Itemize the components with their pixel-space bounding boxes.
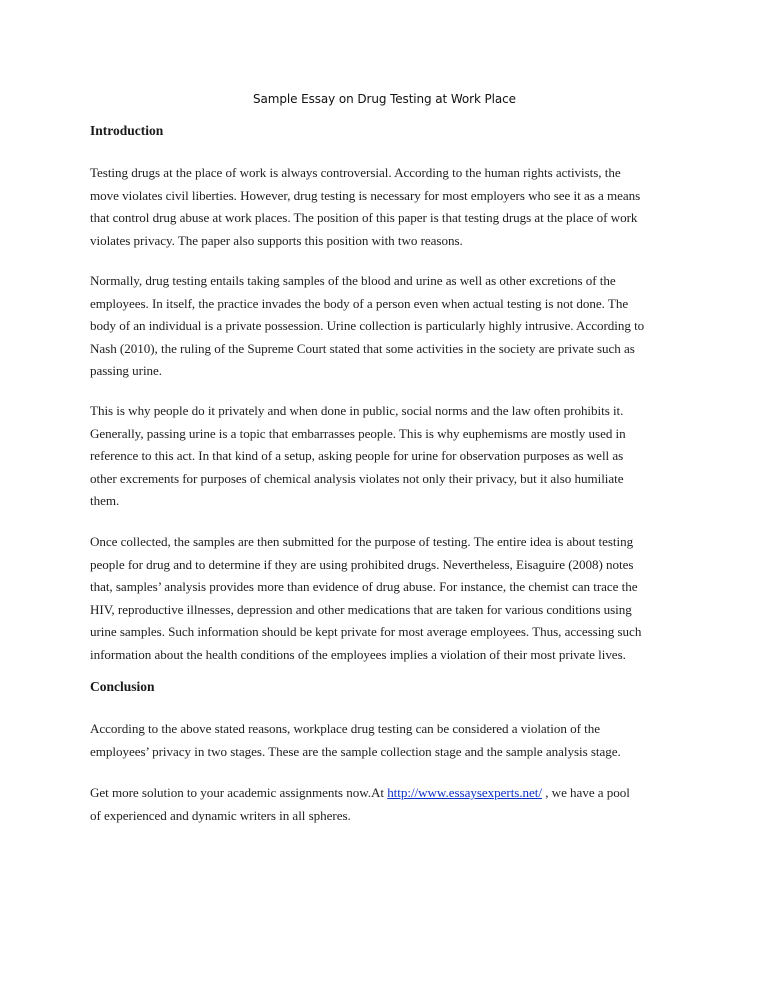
text-line: that, samples’ analysis provides more than evidence of drug abuse. For instance, the chemist can trace the — [90, 579, 638, 595]
promo-paragraph — [90, 782, 680, 827]
text-line: people for drug and to determine if they are using prohibited drugs. Nevertheless, Eisaguire (2008) notes — [90, 556, 634, 572]
essaysexperts-link[interactable]: http://www.essaysexperts.net/ — [387, 785, 542, 800]
promo-line — [90, 782, 680, 805]
text-line: other excrements for purposes of chemical analysis violates not only their privacy, but it also humiliate — [90, 470, 624, 486]
text-line: HIV, reproductive illnesses, depression and other medications that are taken for various conditions using — [90, 601, 632, 617]
text-line: violates privacy. The paper also supports this position with two reasons. — [90, 232, 463, 248]
promo-text-after-link: , we have a pool — [542, 785, 630, 800]
text-line: them. — [90, 493, 120, 509]
text-line: According to the above stated reasons, workplace drug testing can be considered a violation of the — [90, 721, 600, 736]
text-line: Nash (2010), the ruling of the Supreme Court stated that some activities in the society are private such as — [90, 340, 635, 356]
introduction-heading: Introduction — [90, 123, 164, 138]
text-line: urine samples. Such information should be kept private for most average employees. Thus, accessing such — [90, 624, 642, 640]
text-line: employees. In itself, the practice invades the body of a person even when actual testing is not done. The — [90, 295, 629, 311]
text-line: Testing drugs at the place of work is always controversial. According to the human rights activists, the — [90, 165, 621, 180]
text-line: move violates civil liberties. However, drug testing is necessary for most employers who see it as a means — [90, 187, 641, 203]
text-line: passing urine. — [90, 363, 163, 379]
text-line: Generally, passing urine is a topic that embarrasses people. This is why euphemisms are mostly used in — [90, 425, 626, 441]
text-line: body of an individual is a private possession. Urine collection is particularly highly intrusive. According to — [90, 318, 645, 334]
paragraph-3 — [90, 400, 680, 513]
promo-text-before-link: Get more solution to your academic assignments now.At — [90, 785, 388, 800]
text-line: Normally, drug testing entails taking samples of the blood and urine as well as other excretions of the — [90, 273, 616, 288]
text-line: This is why people do it privately and when done in public, social norms and the law often prohibits it. — [90, 403, 624, 418]
text-line: information about the health conditions of the employees implies a violation of their most private lives. — [90, 646, 626, 662]
text-line: reference to this act. In that kind of a setup, asking people for urine for observation purposes as well as — [90, 448, 624, 464]
text-line: employees’ privacy in two stages. These are the sample collection stage and the sample analysis stage. — [90, 743, 621, 759]
conclusion-heading: Conclusion — [90, 679, 155, 694]
conclusion-paragraph — [90, 718, 680, 763]
text-line: of experienced and dynamic writers in all spheres. — [90, 807, 351, 823]
paragraph-4 — [90, 531, 680, 667]
paragraph-2 — [90, 270, 680, 383]
paragraph-1 — [90, 162, 680, 252]
page-title: Sample Essay on Drug Testing at Work Place — [253, 92, 516, 106]
text-line: that control drug abuse at work places. The position of this paper is that testing drugs at the place of work — [90, 210, 638, 226]
text-line: Once collected, the samples are then submitted for the purpose of testing. The entire idea is about testing — [90, 534, 634, 549]
